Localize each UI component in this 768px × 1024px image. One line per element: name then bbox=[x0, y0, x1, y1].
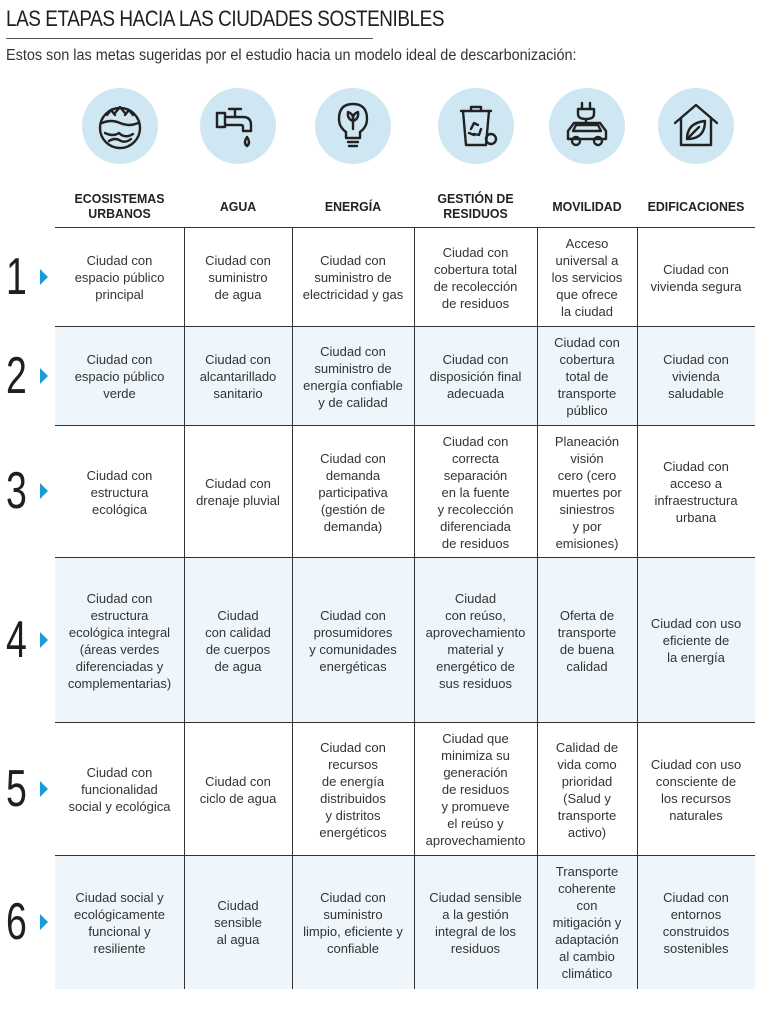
step-number: 1 bbox=[6, 247, 27, 306]
step-marker bbox=[6, 326, 50, 425]
house-leaf-icon bbox=[658, 88, 734, 164]
arrow-right-icon bbox=[40, 269, 48, 285]
column-divider bbox=[414, 723, 415, 856]
step-marker bbox=[6, 557, 50, 722]
step-number: 4 bbox=[6, 610, 27, 669]
table-cell: Ciudad sensible al agua bbox=[214, 898, 262, 947]
table-cell: Planeación visión cero (cero muertes por siniestros y por emisiones) bbox=[552, 433, 622, 551]
table-row bbox=[55, 227, 755, 327]
table-row bbox=[55, 326, 755, 426]
step-marker bbox=[6, 855, 50, 988]
column-divider bbox=[537, 327, 538, 426]
column-divider bbox=[637, 426, 638, 558]
column-divider bbox=[292, 723, 293, 856]
column-divider bbox=[414, 856, 415, 989]
table-cell: Ciudad con vivienda saludable bbox=[663, 352, 729, 401]
column-divider bbox=[537, 558, 538, 723]
column-divider bbox=[537, 228, 538, 327]
column-icon-cell bbox=[184, 84, 292, 174]
table-cell: Ciudad con ciclo de agua bbox=[199, 773, 277, 806]
column-divider bbox=[537, 723, 538, 856]
table-cell: Ciudad con cobertura total de recolección de residuos bbox=[433, 244, 518, 311]
column-divider bbox=[292, 558, 293, 723]
column-icon-cell bbox=[414, 84, 537, 174]
arrow-right-icon bbox=[40, 914, 48, 930]
table-cell: Ciudad con suministro de energía confiable y de calidad bbox=[303, 343, 403, 410]
column-divider bbox=[414, 327, 415, 426]
column-divider bbox=[184, 558, 185, 723]
page-subtitle: Estos son las metas sugeridas por el estudio hacia un modelo ideal de descarbonización: bbox=[6, 47, 577, 64]
table-cell: Ciudad con cobertura total de transporte público bbox=[554, 335, 620, 418]
column-divider bbox=[637, 723, 638, 856]
table-cell: Calidad de vida como prioridad (Salud y transporte activo) bbox=[555, 739, 619, 840]
table-cell: Ciudad con vivienda segura bbox=[650, 261, 742, 294]
table-cell: Ciudad con espacio público verde bbox=[74, 352, 165, 401]
table-cell: Ciudad con correcta separación en la fuente y recolección diferenciada de residuos bbox=[437, 433, 514, 551]
column-divider bbox=[292, 856, 293, 989]
column-icon-cell bbox=[537, 84, 637, 174]
table-cell: Ciudad con reúso, aprovechamiento material y energético de sus residuos bbox=[425, 590, 526, 691]
lightbulb-leaf-icon bbox=[315, 88, 391, 164]
column-header: AGUA bbox=[219, 198, 257, 214]
table-cell: Ciudad con disposición final adecuada bbox=[429, 352, 522, 401]
page-title: LAS ETAPAS HACIA LAS CIUDADES SOSTENIBLES bbox=[6, 6, 445, 31]
table-cell: Ciudad con suministro de electricidad y gas bbox=[302, 253, 404, 302]
electric-car-icon bbox=[549, 88, 625, 164]
column-divider bbox=[537, 856, 538, 989]
column-divider bbox=[414, 228, 415, 327]
table-cell: Ciudad con funcionalidad social y ecológica bbox=[68, 765, 171, 814]
column-divider bbox=[184, 426, 185, 558]
arrow-right-icon bbox=[40, 781, 48, 797]
arrow-right-icon bbox=[40, 483, 48, 499]
column-divider bbox=[537, 426, 538, 558]
step-number: 2 bbox=[6, 346, 27, 405]
table-cell: Ciudad que minimiza su generación de residuos y promueve el reúso y aprovechamiento bbox=[425, 731, 526, 848]
column-icon-cell bbox=[55, 84, 184, 174]
table-cell: Ciudad con estructura ecológica bbox=[86, 467, 153, 517]
step-marker bbox=[6, 425, 50, 557]
step-marker bbox=[6, 227, 50, 326]
column-divider bbox=[184, 327, 185, 426]
water-faucet-icon bbox=[200, 88, 276, 164]
column-divider bbox=[184, 228, 185, 327]
table-cell: Ciudad con prosumidores y comunidades energéticas bbox=[309, 607, 397, 674]
column-header: EDIFICACIONES bbox=[647, 198, 745, 214]
column-header: ENERGÍA bbox=[324, 198, 382, 214]
recycle-bin-icon bbox=[438, 88, 514, 164]
step-number: 6 bbox=[6, 892, 27, 951]
table-cell: Transporte coherente con mitigación y adaptación al cambio climático bbox=[552, 864, 622, 981]
globe-nature-icon bbox=[82, 88, 158, 164]
column-divider bbox=[637, 856, 638, 989]
title-underline bbox=[6, 38, 373, 39]
table-cell: Ciudad con acceso a infraestructura urbana bbox=[654, 459, 738, 525]
column-divider bbox=[414, 426, 415, 558]
icon-row bbox=[55, 84, 755, 174]
column-divider bbox=[637, 228, 638, 327]
table-cell: Ciudad con entornos construidos sostenibles bbox=[662, 889, 730, 956]
column-header: ECOSISTEMAS URBANOS bbox=[74, 191, 165, 221]
table-cell: Ciudad con alcantarillado sanitario bbox=[199, 352, 277, 401]
column-divider bbox=[184, 856, 185, 989]
table-row bbox=[55, 557, 755, 723]
table-cell: Ciudad con calidad de cuerpos de agua bbox=[205, 607, 271, 674]
arrow-right-icon bbox=[40, 368, 48, 384]
step-marker bbox=[6, 722, 50, 855]
table-cell: Ciudad con uso eficiente de la energía bbox=[650, 616, 742, 665]
table-cell: Ciudad con uso consciente de los recursos naturales bbox=[650, 756, 742, 823]
table-cell: Ciudad social y ecológicamente funcional y resiliente bbox=[73, 889, 166, 956]
column-icon-cell bbox=[637, 84, 755, 174]
step-number: 3 bbox=[6, 462, 27, 520]
step-number: 5 bbox=[6, 759, 27, 818]
table-cell: Ciudad con estructura ecológica integral (áreas verdes diferenciadas y complementarias) bbox=[67, 590, 172, 691]
column-header: MOVILIDAD bbox=[552, 198, 622, 214]
column-divider bbox=[292, 228, 293, 327]
column-divider bbox=[414, 558, 415, 723]
table-row bbox=[55, 722, 755, 856]
table-cell: Ciudad con recursos de energía distribuidos y distritos energéticos bbox=[319, 739, 387, 840]
table-cell: Ciudad con suministro de agua bbox=[205, 253, 271, 302]
column-divider bbox=[637, 327, 638, 426]
table-cell: Ciudad con demanda participativa (gestión de demanda) bbox=[318, 450, 388, 534]
table-cell: Ciudad con drenaje pluvial bbox=[196, 476, 280, 508]
column-divider bbox=[184, 723, 185, 856]
arrow-right-icon bbox=[40, 632, 48, 648]
table-cell: Ciudad con suministro limpio, eficiente y confiable bbox=[303, 889, 403, 956]
column-divider bbox=[292, 327, 293, 426]
column-header: GESTIÓN DE RESIDUOS bbox=[437, 191, 514, 221]
table-row bbox=[55, 855, 755, 989]
table-cell: Ciudad con espacio público principal bbox=[74, 253, 165, 302]
table-cell: Ciudad sensible a la gestión integral de los residuos bbox=[429, 889, 522, 956]
column-icon-cell bbox=[292, 84, 414, 174]
column-divider bbox=[637, 558, 638, 723]
table-row bbox=[55, 425, 755, 558]
table-cell: Oferta de transporte de buena calidad bbox=[557, 607, 617, 674]
table-cell: Acceso universal a los servicios que ofrece la ciudad bbox=[551, 236, 623, 319]
column-divider bbox=[292, 426, 293, 558]
